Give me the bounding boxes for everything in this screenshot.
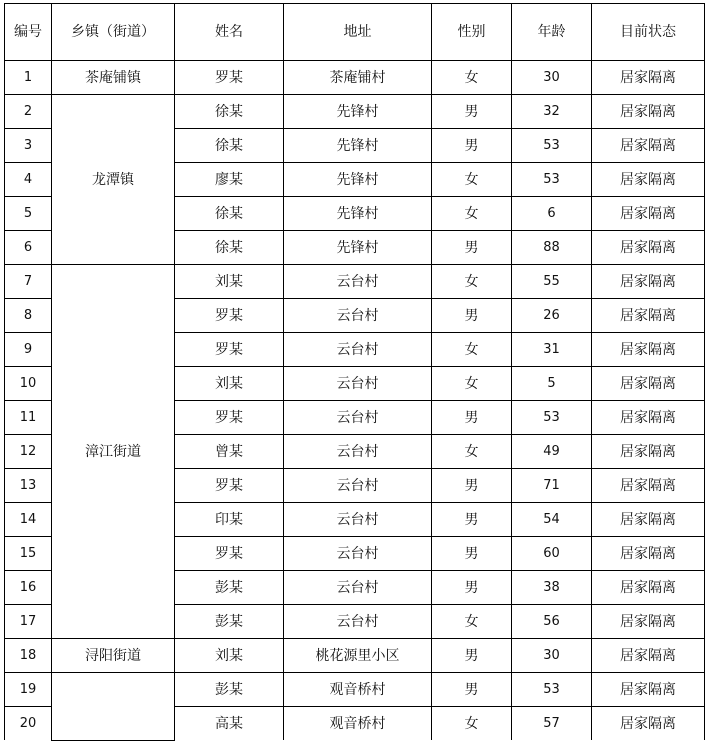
cell-address: 云台村	[284, 469, 432, 503]
cell-gender: 男	[432, 537, 512, 571]
cell-status: 居家隔离	[592, 163, 705, 197]
cell-status: 居家隔离	[592, 707, 705, 741]
cell-gender: 女	[432, 197, 512, 231]
cell-status: 居家隔离	[592, 333, 705, 367]
cell-number: 9	[5, 333, 52, 367]
cell-gender: 女	[432, 605, 512, 639]
cell-number: 18	[5, 639, 52, 673]
cell-address: 先锋村	[284, 163, 432, 197]
cell-town: 浔阳街道	[52, 639, 175, 673]
header-address: 地址	[284, 4, 432, 61]
cell-status: 居家隔离	[592, 469, 705, 503]
cell-age: 56	[512, 605, 592, 639]
cell-address: 先锋村	[284, 231, 432, 265]
table-body	[5, 4, 705, 741]
cell-number: 3	[5, 129, 52, 163]
cell-status: 居家隔离	[592, 197, 705, 231]
cell-number: 6	[5, 231, 52, 265]
cell-address: 桃花源里小区	[284, 639, 432, 673]
cell-gender: 女	[432, 333, 512, 367]
cell-age: 6	[512, 197, 592, 231]
cell-gender: 男	[432, 469, 512, 503]
cell-name: 罗某	[175, 401, 284, 435]
cell-name: 罗某	[175, 299, 284, 333]
cell-town-empty	[52, 673, 175, 741]
cell-age: 38	[512, 571, 592, 605]
cell-name: 高某	[175, 707, 284, 741]
cell-address: 先锋村	[284, 197, 432, 231]
cell-gender: 男	[432, 571, 512, 605]
cell-address: 云台村	[284, 367, 432, 401]
header-number: 编号	[5, 4, 52, 61]
cell-number: 12	[5, 435, 52, 469]
cell-age: 30	[512, 639, 592, 673]
cell-gender: 女	[432, 265, 512, 299]
cell-name: 罗某	[175, 333, 284, 367]
cell-age: 31	[512, 333, 592, 367]
cell-status: 居家隔离	[592, 639, 705, 673]
cell-name: 彭某	[175, 605, 284, 639]
cell-address: 云台村	[284, 537, 432, 571]
cell-age: 57	[512, 707, 592, 741]
cell-town: 龙潭镇	[52, 95, 175, 265]
cell-status: 居家隔离	[592, 537, 705, 571]
cell-status: 居家隔离	[592, 61, 705, 95]
cell-number: 1	[5, 61, 52, 95]
cell-name: 罗某	[175, 61, 284, 95]
cell-name: 罗某	[175, 469, 284, 503]
cell-gender: 男	[432, 401, 512, 435]
cell-address: 先锋村	[284, 129, 432, 163]
cell-number: 8	[5, 299, 52, 333]
cell-name: 彭某	[175, 571, 284, 605]
cell-status: 居家隔离	[592, 435, 705, 469]
table-row	[5, 265, 705, 299]
cell-age: 71	[512, 469, 592, 503]
cell-number: 2	[5, 95, 52, 129]
cell-age: 53	[512, 673, 592, 707]
cell-name: 刘某	[175, 367, 284, 401]
cell-age: 55	[512, 265, 592, 299]
cell-status: 居家隔离	[592, 129, 705, 163]
table-row	[5, 61, 705, 95]
cell-status: 居家隔离	[592, 605, 705, 639]
cell-address: 云台村	[284, 571, 432, 605]
cell-number: 15	[5, 537, 52, 571]
cell-number: 5	[5, 197, 52, 231]
cell-name: 刘某	[175, 265, 284, 299]
cell-number: 14	[5, 503, 52, 537]
cell-address: 云台村	[284, 605, 432, 639]
cell-age: 30	[512, 61, 592, 95]
cell-name: 徐某	[175, 129, 284, 163]
cell-gender: 男	[432, 129, 512, 163]
cell-age: 49	[512, 435, 592, 469]
cell-name: 徐某	[175, 95, 284, 129]
cell-name: 印某	[175, 503, 284, 537]
header-status: 目前状态	[592, 4, 705, 61]
cell-status: 居家隔离	[592, 503, 705, 537]
cell-number: 10	[5, 367, 52, 401]
cell-town: 茶庵铺镇	[52, 61, 175, 95]
cell-status: 居家隔离	[592, 673, 705, 707]
cell-name: 徐某	[175, 231, 284, 265]
header-name: 姓名	[175, 4, 284, 61]
cell-address: 云台村	[284, 333, 432, 367]
cell-number: 16	[5, 571, 52, 605]
cell-status: 居家隔离	[592, 367, 705, 401]
cell-gender: 男	[432, 299, 512, 333]
cell-gender: 女	[432, 61, 512, 95]
cell-age: 32	[512, 95, 592, 129]
cell-name: 曾某	[175, 435, 284, 469]
header-gender: 性别	[432, 4, 512, 61]
cell-gender: 男	[432, 95, 512, 129]
cell-status: 居家隔离	[592, 571, 705, 605]
cell-address: 云台村	[284, 435, 432, 469]
cell-number: 7	[5, 265, 52, 299]
cell-number: 13	[5, 469, 52, 503]
quarantine-roster-table	[4, 3, 705, 741]
cell-status: 居家隔离	[592, 95, 705, 129]
table-row	[5, 95, 705, 129]
cell-age: 26	[512, 299, 592, 333]
cell-address: 观音桥村	[284, 707, 432, 741]
cell-number: 20	[5, 707, 52, 741]
cell-address: 茶庵铺村	[284, 61, 432, 95]
cell-address: 云台村	[284, 503, 432, 537]
cell-age: 54	[512, 503, 592, 537]
cell-age: 60	[512, 537, 592, 571]
cell-address: 云台村	[284, 265, 432, 299]
cell-address: 云台村	[284, 401, 432, 435]
cell-gender: 女	[432, 435, 512, 469]
cell-age: 53	[512, 129, 592, 163]
cell-town: 漳江街道	[52, 265, 175, 639]
cell-address: 云台村	[284, 299, 432, 333]
cell-name: 罗某	[175, 537, 284, 571]
cell-gender: 男	[432, 503, 512, 537]
cell-name: 刘某	[175, 639, 284, 673]
cell-age: 53	[512, 163, 592, 197]
table-row	[5, 639, 705, 673]
cell-number: 17	[5, 605, 52, 639]
header-town: 乡镇（街道）	[52, 4, 175, 61]
cell-age: 53	[512, 401, 592, 435]
cell-name: 徐某	[175, 197, 284, 231]
cell-age: 5	[512, 367, 592, 401]
cell-gender: 男	[432, 639, 512, 673]
cell-status: 居家隔离	[592, 265, 705, 299]
header-row	[5, 4, 705, 61]
cell-name: 廖某	[175, 163, 284, 197]
cell-age: 88	[512, 231, 592, 265]
table-row	[5, 673, 705, 707]
cell-gender: 女	[432, 707, 512, 741]
cell-status: 居家隔离	[592, 231, 705, 265]
cell-status: 居家隔离	[592, 401, 705, 435]
cell-gender: 女	[432, 163, 512, 197]
cell-number: 11	[5, 401, 52, 435]
cell-name: 彭某	[175, 673, 284, 707]
cell-number: 19	[5, 673, 52, 707]
header-age: 年龄	[512, 4, 592, 61]
cell-gender: 男	[432, 231, 512, 265]
cell-gender: 女	[432, 367, 512, 401]
cell-gender: 男	[432, 673, 512, 707]
cell-status: 居家隔离	[592, 299, 705, 333]
cell-number: 4	[5, 163, 52, 197]
cell-address: 先锋村	[284, 95, 432, 129]
cell-address: 观音桥村	[284, 673, 432, 707]
